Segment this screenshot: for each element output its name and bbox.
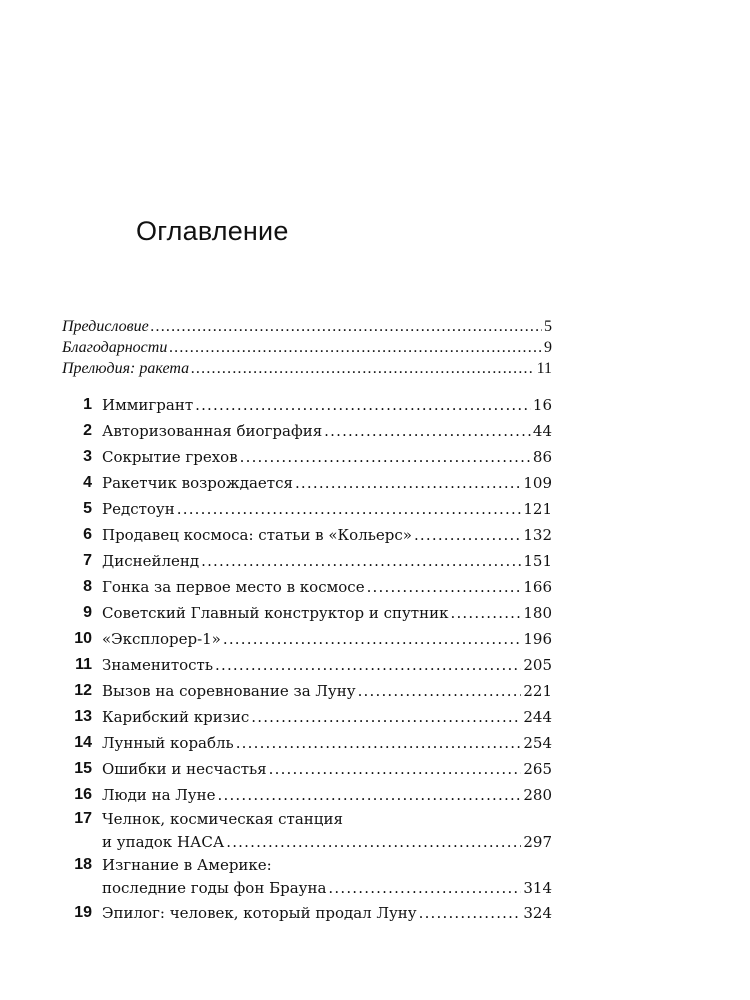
toc-entry-page: 121 <box>523 500 552 518</box>
dot-leader <box>324 418 531 444</box>
toc-entry[interactable] <box>62 418 552 444</box>
dot-leader <box>191 358 534 379</box>
toc-entry[interactable] <box>62 358 552 379</box>
chapter-number: 6 <box>83 526 92 543</box>
toc-entry-title: Диснейленд <box>102 552 200 570</box>
toc-entry-page: 11 <box>536 360 552 377</box>
chapter-number: 5 <box>83 500 92 517</box>
chapter-number: 12 <box>74 682 92 699</box>
toc-entry-title: Авторизованная биография <box>102 422 323 440</box>
toc-entry-title: и упадок НАСА <box>102 833 225 851</box>
chapter-number: 13 <box>74 708 92 725</box>
chapter-number: 15 <box>74 760 92 777</box>
toc-entry-title: Благодарности <box>62 339 168 356</box>
dot-leader <box>358 678 522 704</box>
toc-entry-title-line1: Изгнание в Америке: <box>102 856 272 874</box>
dot-leader <box>414 522 521 548</box>
toc-entry[interactable] <box>62 756 552 782</box>
dot-leader <box>367 574 522 600</box>
toc-entry-page: 324 <box>523 904 552 922</box>
toc-entry[interactable] <box>62 808 552 854</box>
toc-entry-title: «Эксплорер-1» <box>102 630 221 648</box>
chapter-number: 8 <box>83 578 92 595</box>
toc-entry[interactable] <box>62 652 552 678</box>
toc-entry-page: 265 <box>523 760 552 778</box>
toc-entry-title: Вызов на соревнование за Луну <box>102 682 356 700</box>
dot-leader <box>251 704 521 730</box>
toc-entry-title: Ошибки и несчастья <box>102 760 267 778</box>
toc-entry-title: Лунный корабль <box>102 734 234 752</box>
toc-entry-page: 221 <box>523 682 552 700</box>
toc-entry-page: 166 <box>523 578 552 596</box>
toc-entry[interactable] <box>62 392 552 418</box>
toc-entry-page: 132 <box>523 526 552 544</box>
toc-entry-page: 180 <box>523 604 552 622</box>
toc-entry[interactable] <box>62 337 552 358</box>
toc-entry-page: 151 <box>523 552 552 570</box>
dot-leader <box>151 316 542 337</box>
toc-entry-page: 297 <box>523 833 552 851</box>
dot-leader <box>223 626 522 652</box>
toc-entry[interactable] <box>62 316 552 337</box>
dot-leader <box>215 652 521 678</box>
dot-leader <box>328 876 521 900</box>
dot-leader <box>226 830 521 854</box>
page-title: Оглавление <box>136 216 289 246</box>
toc-entry-page: 44 <box>532 422 552 440</box>
front-matter-list <box>62 316 552 379</box>
chapter-number: 18 <box>74 856 92 873</box>
toc-entry[interactable] <box>62 522 552 548</box>
dot-leader <box>450 600 521 626</box>
dot-leader <box>169 337 542 358</box>
toc-entry-page: 280 <box>523 786 552 804</box>
toc-entry[interactable] <box>62 900 552 926</box>
toc-entry-title: Ракетчик возрождается <box>102 474 293 492</box>
toc-entry-title: Продавец космоса: статьи в «Кольерс» <box>102 526 412 544</box>
toc-entry-title: Предисловие <box>62 318 149 335</box>
chapter-number: 16 <box>74 786 92 803</box>
toc-entry[interactable] <box>62 444 552 470</box>
toc-entry-page: 314 <box>523 879 552 897</box>
toc-entry[interactable] <box>62 730 552 756</box>
toc-entry-title: Люди на Луне <box>102 786 216 804</box>
toc-entry-title: Сокрытие грехов <box>102 448 238 466</box>
toc-entry[interactable] <box>62 704 552 730</box>
toc-entry-page: 205 <box>523 656 552 674</box>
toc-entry-page: 254 <box>523 734 552 752</box>
chapter-number: 10 <box>74 630 92 647</box>
dot-leader <box>177 496 522 522</box>
toc-entry-page: 16 <box>532 396 552 414</box>
toc-entry-page: 9 <box>544 339 552 356</box>
toc-entry[interactable] <box>62 548 552 574</box>
toc-entry-title: последние годы фон Брауна <box>102 879 327 897</box>
chapter-number: 7 <box>83 552 92 569</box>
dot-leader <box>218 782 522 808</box>
toc-entry-title: Гонка за первое место в космосе <box>102 578 365 596</box>
chapter-number: 2 <box>83 422 92 439</box>
toc-entry[interactable] <box>62 626 552 652</box>
toc-entry-title: Карибский кризис <box>102 708 250 726</box>
chapter-number: 1 <box>83 396 92 413</box>
toc-entry-title: Редстоун <box>102 500 175 518</box>
chapter-number: 19 <box>74 904 92 921</box>
dot-leader <box>269 756 522 782</box>
toc-entry-page: 109 <box>523 474 552 492</box>
chapter-list <box>62 392 552 926</box>
chapter-number: 9 <box>83 604 92 621</box>
toc-entry-title: Иммигрант <box>102 396 194 414</box>
dot-leader <box>295 470 521 496</box>
toc-entry-page: 244 <box>523 708 552 726</box>
toc-entry[interactable] <box>62 470 552 496</box>
toc-entry-page: 86 <box>532 448 552 466</box>
chapter-number: 17 <box>74 810 92 827</box>
toc-entry-title-line1: Челнок, космическая станция <box>102 810 343 828</box>
dot-leader <box>195 392 531 418</box>
dot-leader <box>236 730 522 756</box>
toc-entry-page: 5 <box>544 318 552 335</box>
toc-entry[interactable] <box>62 854 552 900</box>
toc-entry[interactable] <box>62 496 552 522</box>
dot-leader <box>419 900 522 926</box>
toc-entry-title: Эпилог: человек, который продал Луну <box>102 904 417 922</box>
chapter-number: 3 <box>83 448 92 465</box>
dot-leader <box>201 548 521 574</box>
toc-entry[interactable] <box>62 574 552 600</box>
chapter-number: 4 <box>83 474 92 491</box>
chapter-number: 11 <box>75 656 92 673</box>
toc-entry[interactable] <box>62 782 552 808</box>
toc-entry-title: Прелюдия: ракета <box>62 360 190 377</box>
toc-entry-page: 196 <box>523 630 552 648</box>
dot-leader <box>240 444 531 470</box>
toc-entry[interactable] <box>62 678 552 704</box>
toc-entry-title: Знаменитость <box>102 656 214 674</box>
toc-entry[interactable] <box>62 600 552 626</box>
toc-entry-title: Советский Главный конструктор и спутник <box>102 604 449 622</box>
chapter-number: 14 <box>74 734 92 751</box>
